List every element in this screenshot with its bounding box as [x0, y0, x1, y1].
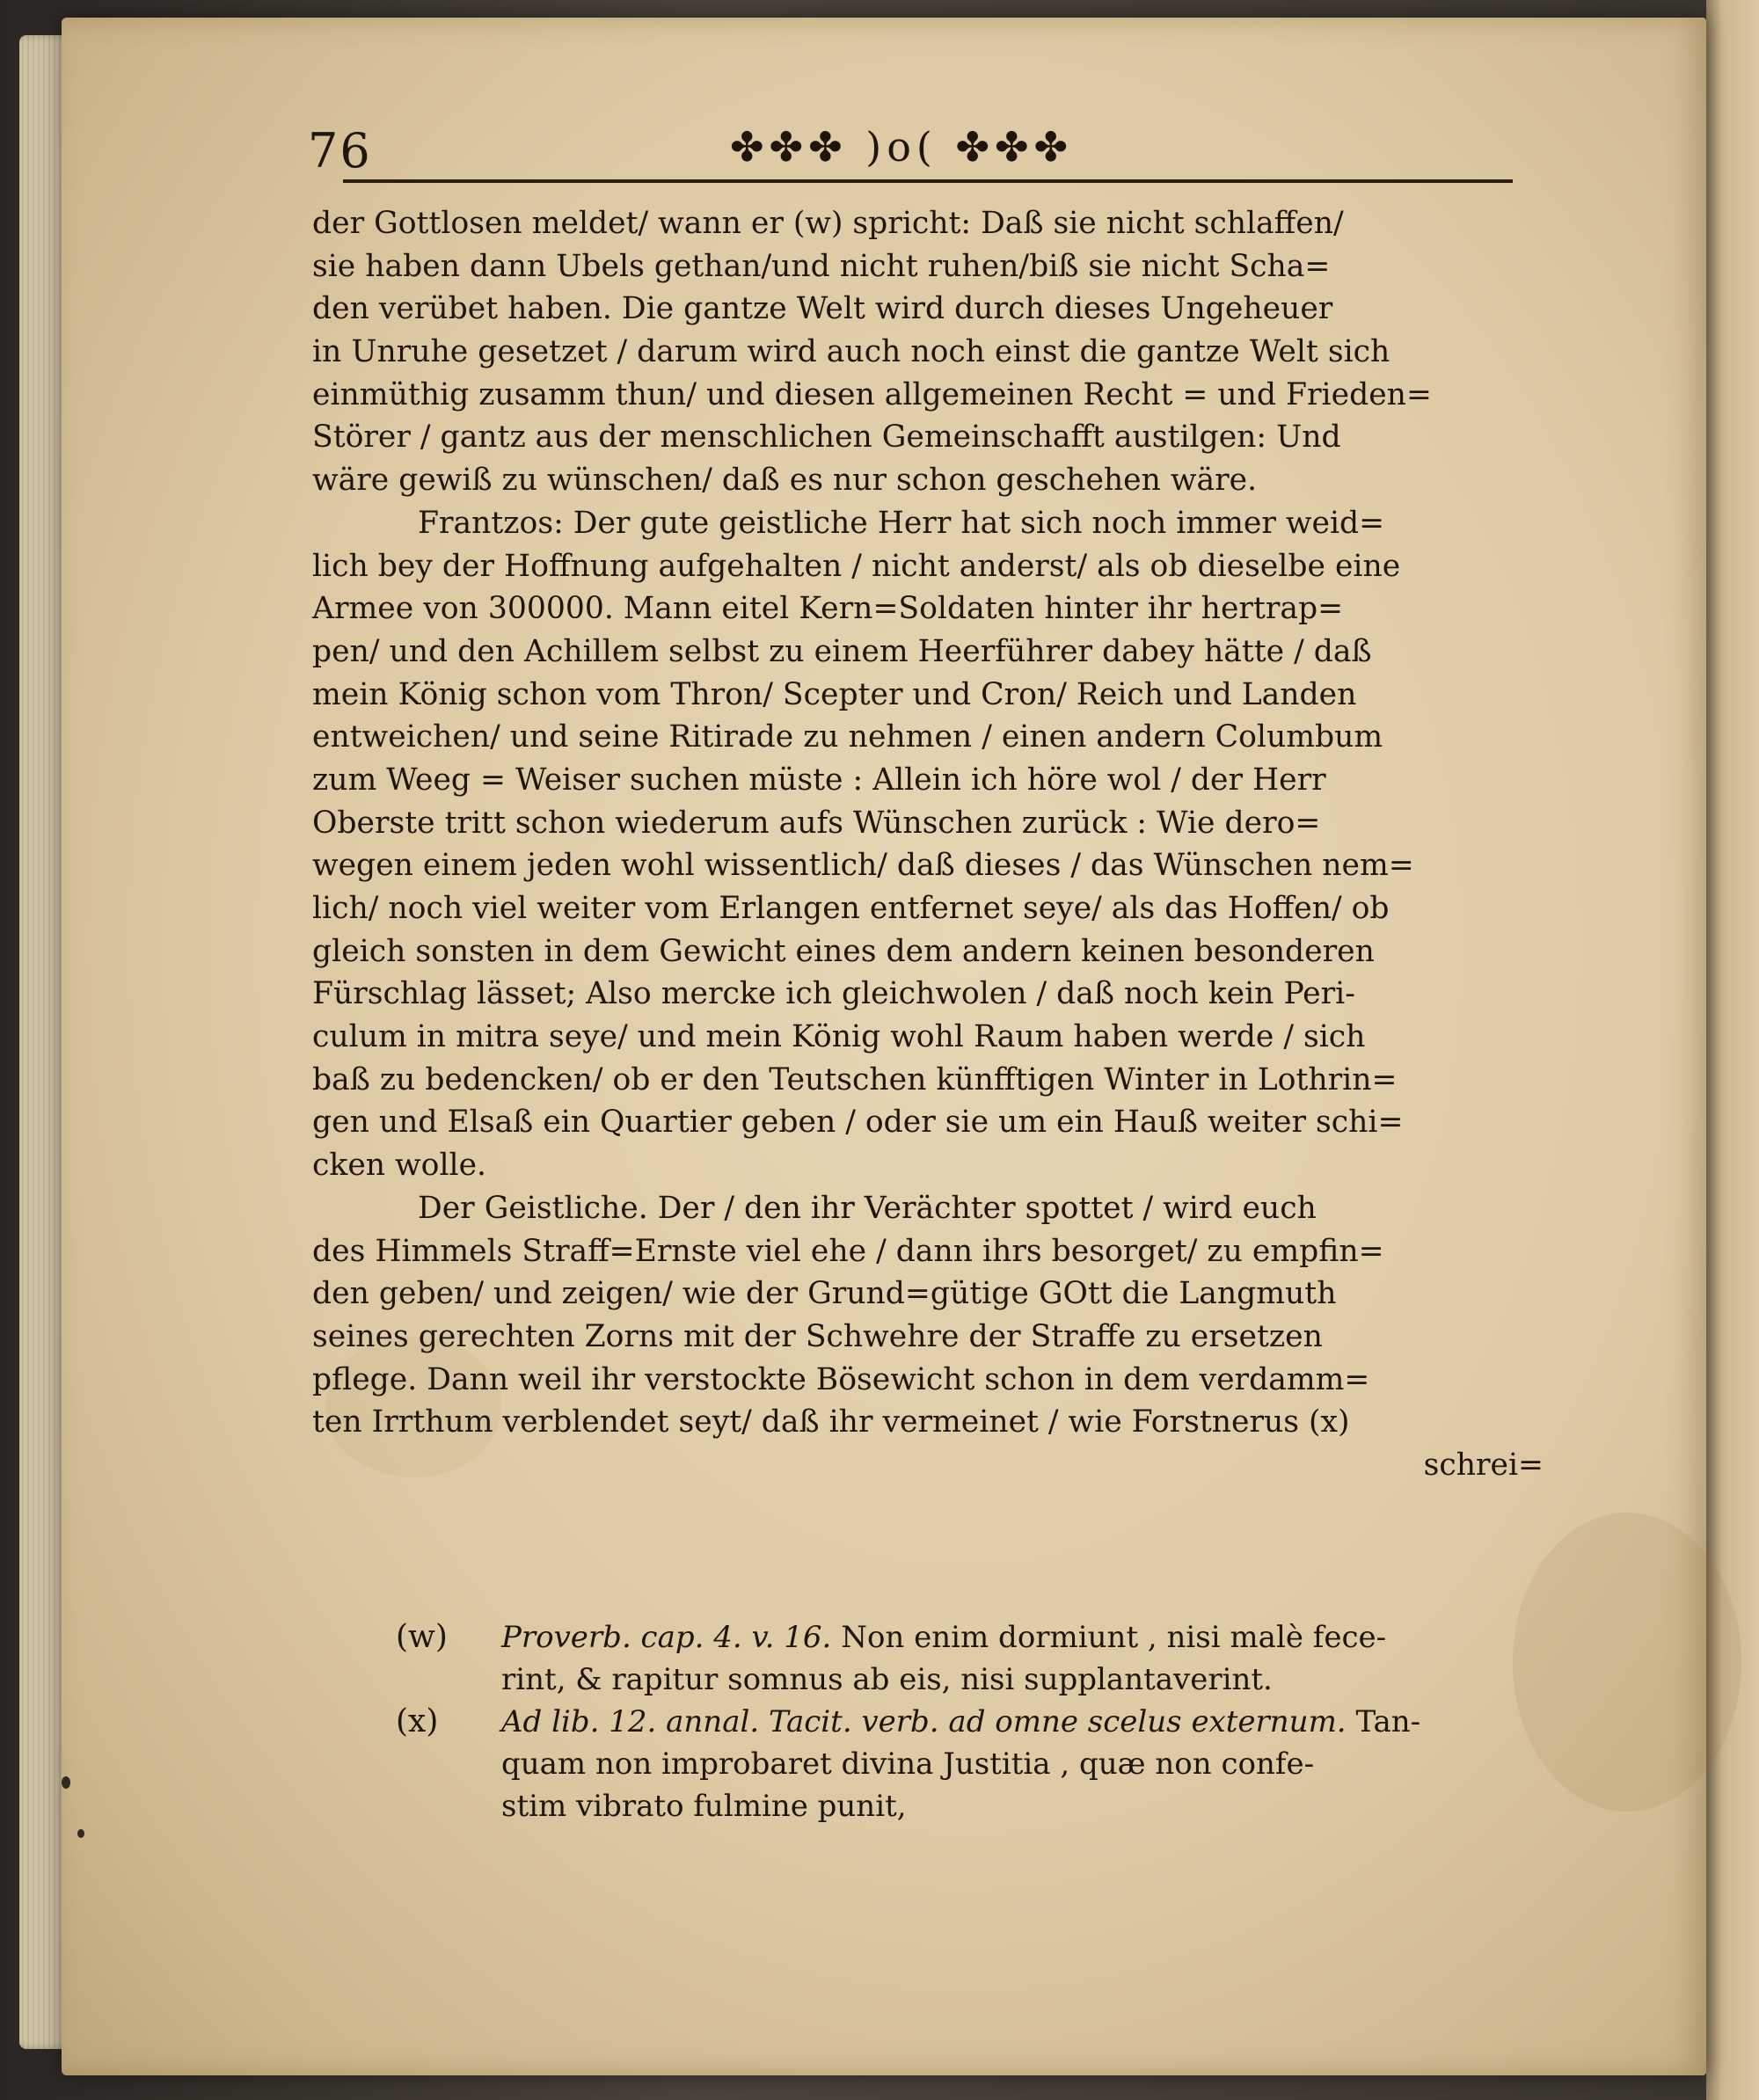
text-line: wegen einem jeden wohl wissentlich/ daß dieses / das Wünschen nem= — [312, 848, 1414, 884]
text-line: pflege. Dann weil ihr verstockte Bösewicht schon in dem verdamm= — [312, 1361, 1370, 1397]
text-line: lich/ noch viel weiter vom Erlangen entfernet seye/ als das Hoffen/ ob — [312, 891, 1390, 926]
text-line: Oberste tritt schon wiederum aufs Wünschen zurück : Wie dero= — [312, 805, 1321, 841]
footnote-line: stim vibrato fulmine punit, — [501, 1789, 907, 1824]
body-text — [312, 202, 1544, 1487]
text-line: ten Irrthum verblendet seyt/ daß ihr vermeinet / wie Forstnerus (x) — [312, 1404, 1350, 1440]
text-line: zum Weeg = Weiser suchen müste : Allein ich höre wol / der Herr — [312, 762, 1326, 798]
text-line: sie haben dann Ubels gethan/und nicht ruhen/biß sie nicht Scha= — [312, 248, 1331, 284]
text-line: einmüthig zusamm thun/ und diesen allgemeinen Recht = und Frieden= — [312, 376, 1432, 412]
footnote-marker: (w) — [396, 1619, 448, 1655]
text-line: den verübet haben. Die gantze Welt wird durch dieses Ungeheuer — [312, 291, 1333, 327]
footnote-w — [396, 1616, 1539, 1701]
text-line: der Gottlosen meldet/ wann er (w) spricht: Daß sie nicht schlaffen/ — [312, 206, 1344, 241]
text-line: cken wolle. — [312, 1148, 487, 1184]
footnote-line — [501, 1701, 1539, 1743]
footnotes — [396, 1616, 1539, 1827]
text-line: entweichen/ und seine Ritirade zu nehmen / einen andern Columbum — [312, 719, 1383, 755]
text-line: Der Geistliche. Der / den ihr Verächter spottet / wird euch — [418, 1190, 1317, 1226]
facing-page-edge — [1706, 0, 1759, 2100]
page-header — [308, 123, 1530, 185]
text-line: den geben/ und zeigen/ wie der Grund=gütige GOtt die Langmuth — [312, 1276, 1337, 1312]
worm-hole — [62, 1776, 70, 1789]
text-line: mein König schon vom Thron/ Scepter und Cron/ Reich und Landen — [312, 676, 1357, 712]
footnote-marker: (x) — [396, 1703, 439, 1739]
footnote-line: quam non improbaret divina Justitia , quæ non confe- — [501, 1746, 1315, 1782]
footnote-text: Non enim dormiunt , nisi malè fece- — [841, 1620, 1387, 1655]
text-line: gleich sonsten in dem Gewicht eines dem andern keinen besonderen — [312, 933, 1375, 969]
text-line: culum in mitra seye/ und mein König wohl Raum haben werde / sich — [312, 1019, 1366, 1055]
footnote-x — [396, 1701, 1539, 1827]
header-ornament: ✤✤✤ )o( ✤✤✤ — [730, 123, 1074, 171]
text-line: des Himmels Straff=Ernste viel ehe / dann ihrs besorget/ zu empfin= — [312, 1233, 1384, 1269]
text-line: baß zu bedencken/ ob er den Teutschen künfftigen Winter in Lothrin= — [312, 1061, 1398, 1097]
text-line: pen/ und den Achillem selbst zu einem Heerführer dabey hätte / daß — [312, 633, 1372, 669]
page-number: 76 — [308, 123, 372, 179]
footnote-text: Tan- — [1355, 1704, 1421, 1739]
text-line: Störer / gantz aus der menschlichen Gemeinschafft austilgen: Und — [312, 419, 1341, 456]
worm-hole — [77, 1829, 84, 1838]
footnote-line — [501, 1616, 1539, 1659]
text-line: lich bey der Hoffnung aufgehalten / nicht anderst/ als ob dieselbe eine — [312, 548, 1401, 584]
paper-stain — [1513, 1513, 1741, 1812]
text-line: wäre gewiß zu wünschen/ daß es nur schon geschehen wäre. — [312, 463, 1258, 499]
text-line: Frantzos: Der gute geistliche Herr hat sich noch immer weid= — [418, 505, 1385, 541]
catchword: schrei= — [1423, 1447, 1544, 1483]
header-rule — [343, 179, 1513, 183]
footnote-reference: Ad lib. 12. annal. Tacit. verb. ad omne scelus externum. — [501, 1704, 1347, 1739]
text-line: seines gerechten Zorns mit der Schwehre der Straffe zu ersetzen — [312, 1318, 1323, 1354]
text-line: Fürschlag lässet; Also mercke ich gleichwolen / daß noch kein Peri- — [312, 976, 1355, 1012]
text-line: gen und Elsaß ein Quartier geben / oder sie um ein Hauß weiter schi= — [312, 1105, 1404, 1141]
footnote-line: rint, & rapitur somnus ab eis, nisi supplantaverint. — [501, 1662, 1273, 1697]
text-line: Armee von 300000. Mann eitel Kern=Soldaten hinter ihr hertrap= — [312, 591, 1344, 627]
footnote-reference: Proverb. cap. 4. v. 16. — [501, 1620, 832, 1655]
text-line: in Unruhe gesetzet / darum wird auch noch einst die gantze Welt sich — [312, 334, 1390, 370]
